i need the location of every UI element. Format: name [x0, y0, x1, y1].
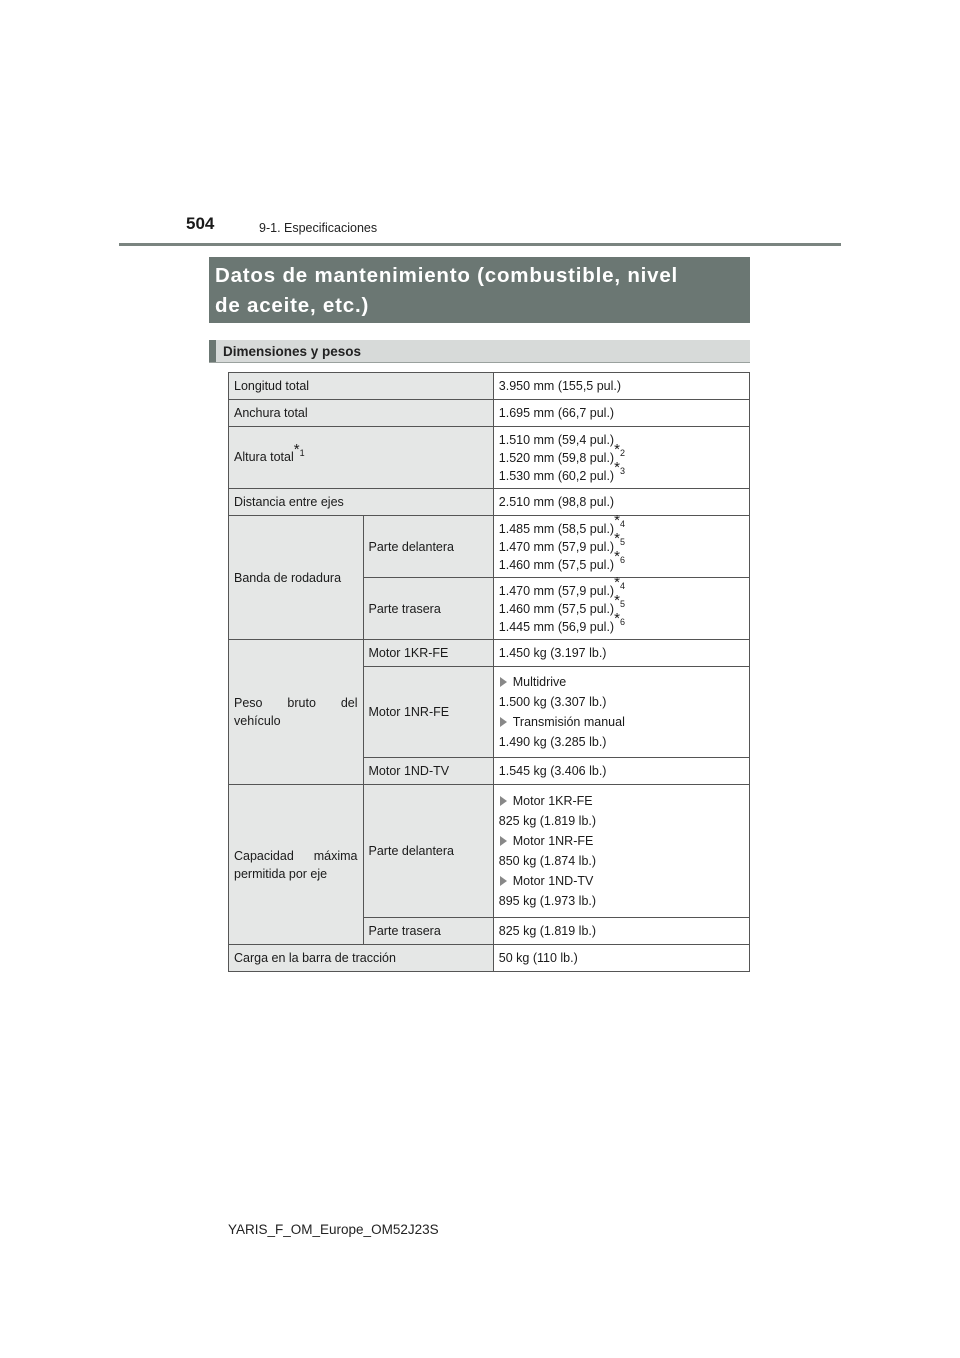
section-title-line-1: Datos de mantenimiento (combustible, nivel: [215, 264, 679, 287]
footnote-number: 4: [619, 519, 625, 530]
section-title-line-2: de aceite, etc.): [215, 294, 370, 317]
triangle-bullet-icon: [500, 796, 507, 806]
footnote-marker: [614, 512, 625, 530]
value-text: 1.460 mm (57,5 pul.): [498, 557, 615, 572]
row-value-anchura: 1.695 mm (66,7 pul.): [493, 400, 749, 427]
bullet-value: 825 kg (1.819 lb.): [498, 814, 597, 828]
table-row: [229, 785, 750, 918]
list-item: [499, 792, 744, 810]
asterisk-icon: *: [614, 592, 620, 610]
table-row: [229, 945, 750, 972]
sub-label-banda-trasera: Parte trasera: [363, 578, 493, 640]
list-item: [499, 673, 744, 691]
subheading-text: Dimensiones y pesos: [223, 344, 362, 359]
asterisk-icon: *: [614, 610, 620, 628]
banda-delantera-value-3: [498, 548, 744, 574]
asterisk-icon: *: [614, 574, 620, 592]
altura-value-1: [499, 431, 744, 449]
triangle-bullet-icon: [500, 836, 507, 846]
footnote-marker: [614, 459, 625, 477]
sub-label-capacidad-delantera: Parte delantera: [363, 785, 493, 918]
table-row: [229, 640, 750, 667]
bullet-value: 1.490 kg (3.285 lb.): [498, 735, 607, 749]
row-value-distancia: 2.510 mm (98,8 pul.): [493, 489, 749, 516]
footnote-marker: [614, 441, 625, 459]
asterisk-icon: *: [614, 548, 620, 566]
altura-value-2: [498, 441, 744, 467]
asterisk-icon: *: [293, 441, 300, 459]
value-text: 1.470 mm (57,9 pul.): [498, 583, 615, 598]
altura-value-3: [498, 459, 744, 485]
table-row: [229, 373, 750, 400]
row-label-banda: Banda de rodadura: [229, 516, 364, 640]
bullet-label: Multidrive: [512, 675, 567, 689]
row-value-banda-trasera: [493, 574, 749, 640]
banda-delantera-value-1: [498, 512, 744, 538]
asterisk-icon: *: [614, 459, 620, 477]
triangle-bullet-icon: [500, 717, 507, 727]
subheading-accent: [209, 340, 216, 362]
value-text: 1.530 mm (60,2 pul.): [498, 468, 615, 483]
bullet-label: Motor 1NR-FE: [512, 834, 594, 848]
footnote-number: 6: [619, 555, 625, 566]
sub-label-peso-1nr: Motor 1NR-FE: [363, 667, 493, 758]
footnote-number: 3: [619, 466, 625, 477]
value-text: 1.520 mm (59,8 pul.): [498, 450, 615, 465]
header-rule: [119, 243, 841, 246]
banda-delantera-value-2: [498, 530, 744, 556]
subheading-bar: [209, 340, 750, 363]
footnote-number: 2: [619, 448, 625, 459]
asterisk-icon: *: [614, 441, 620, 459]
altura-label-text: Altura total: [234, 450, 294, 465]
sub-label-banda-delantera: Parte delantera: [363, 516, 493, 578]
footnote-number: 4: [619, 581, 625, 592]
footnote-marker: [614, 530, 625, 548]
bullet-label: Motor 1KR-FE: [512, 794, 593, 808]
value-text: 1.485 mm (58,5 pul.): [498, 521, 615, 536]
row-label-capacidad: Capacidad máxima permitida por eje: [229, 785, 364, 945]
banda-trasera-value-1: [498, 574, 744, 600]
row-label-distancia: Distancia entre ejes: [229, 489, 494, 516]
row-value-capacidad-delantera: [493, 785, 749, 918]
page-number: 504: [186, 214, 215, 233]
sub-label-peso-1kr: Motor 1KR-FE: [363, 640, 493, 667]
row-value-peso-1nd: 1.545 kg (3.406 lb.): [493, 758, 749, 785]
triangle-bullet-icon: [500, 677, 507, 687]
value-text: 1.460 mm (57,5 pul.): [498, 601, 615, 616]
value-text: 1.470 mm (57,9 pul.): [498, 539, 615, 554]
row-value-banda-delantera: [493, 512, 749, 578]
row-value-peso-1kr: 1.450 kg (3.197 lb.): [493, 640, 749, 667]
row-value-carga: 50 kg (110 lb.): [493, 945, 749, 972]
footnote-marker: [614, 574, 625, 592]
footnote-number: 6: [619, 617, 625, 628]
banda-trasera-value-3: [498, 610, 744, 636]
value-text: 1.510 mm (59,4 pul.): [498, 432, 615, 447]
row-label-carga: Carga en la barra de tracción: [229, 945, 494, 972]
table-row: [229, 427, 750, 489]
footnote-number: 1: [299, 448, 305, 459]
footnote-number: 5: [619, 537, 625, 548]
table-row: [229, 400, 750, 427]
section-reference: 9-1. Especificaciones: [259, 221, 378, 235]
row-label-peso: Peso bruto del vehículo: [229, 640, 364, 785]
bullet-label: Motor 1ND-TV: [512, 874, 594, 888]
row-label-anchura: Anchura total: [229, 400, 494, 427]
triangle-bullet-icon: [500, 876, 507, 886]
bullet-value: 895 kg (1.973 lb.): [498, 894, 597, 908]
footnote-marker: [614, 610, 625, 628]
row-value-altura: [493, 427, 749, 489]
section-title-box: [209, 257, 750, 323]
table-row: [229, 489, 750, 516]
row-label-longitud: Longitud total: [229, 373, 494, 400]
table-row: [229, 516, 750, 578]
row-value-longitud: 3.950 mm (155,5 pul.): [493, 373, 749, 400]
sub-label-capacidad-trasera: Parte trasera: [363, 918, 493, 945]
bullet-value: 850 kg (1.874 lb.): [498, 854, 597, 868]
footnote-number: 5: [619, 599, 625, 610]
footnote-marker: [293, 441, 305, 459]
dimensions-table: [228, 372, 750, 972]
asterisk-icon: *: [614, 512, 620, 530]
row-value-capacidad-trasera: 825 kg (1.819 lb.): [493, 918, 749, 945]
row-value-peso-1nr: [493, 667, 749, 758]
bullet-value: 1.500 kg (3.307 lb.): [498, 695, 607, 709]
asterisk-icon: *: [614, 530, 620, 548]
list-item: [499, 872, 744, 890]
list-item: [499, 713, 744, 731]
sub-label-peso-1nd: Motor 1ND-TV: [363, 758, 493, 785]
footer-document-code: YARIS_F_OM_Europe_OM52J23S: [228, 1222, 439, 1237]
footnote-marker: [614, 548, 625, 566]
bullet-label: Transmisión manual: [512, 715, 625, 729]
banda-trasera-value-2: [498, 592, 744, 618]
list-item: [499, 832, 744, 850]
footnote-marker: [614, 592, 625, 610]
value-text: 1.445 mm (56,9 pul.): [498, 619, 615, 634]
row-label-altura: [229, 427, 494, 489]
